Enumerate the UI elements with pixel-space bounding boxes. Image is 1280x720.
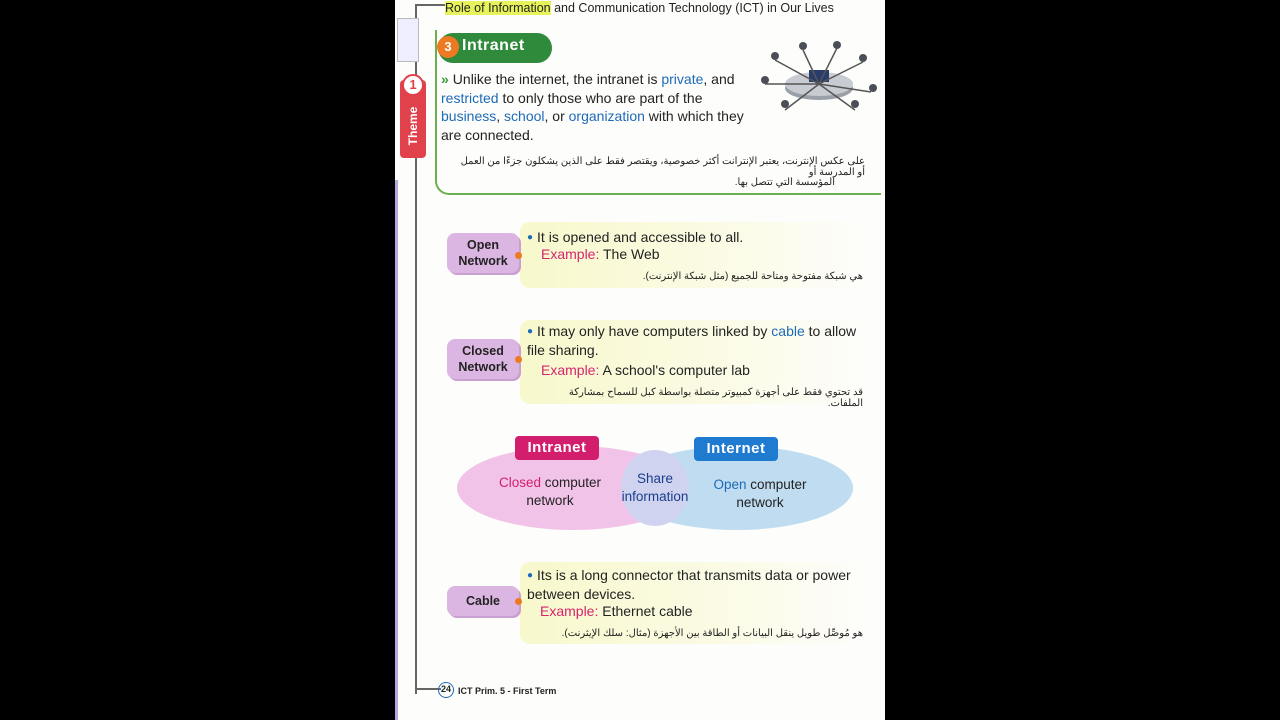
bullet-icon: ●	[527, 570, 534, 581]
section-title: Intranet	[462, 37, 525, 54]
term-pill-cable: Cable	[447, 586, 519, 616]
keyword-business: business	[441, 108, 497, 124]
closed-network-arabic: قد تحتوي فقط على أجهزة كمبيوتر متصلة بواسطة كبل للسماح بمشاركة الملفات.	[568, 387, 863, 409]
bullet-icon: ●	[527, 326, 534, 337]
term-dot	[515, 356, 522, 363]
keyword-organization: organization	[568, 108, 645, 124]
theme-label: Theme	[406, 106, 420, 146]
page-header	[445, 1, 834, 15]
section-number: 3	[437, 36, 459, 58]
open-network-example: Example: The Web	[541, 246, 660, 262]
intranet-definition: » Unlike the internet, the intranet is private, and restricted to only those who are part of the business, school, or organization with which they are connected.	[441, 71, 744, 143]
theme-number: 1	[402, 74, 424, 96]
double-chevron-icon: »	[441, 71, 449, 87]
internet-description: Open computer network	[713, 477, 807, 510]
intranet-internet-diagram	[457, 436, 853, 536]
cable-example: Example: Ethernet cable	[540, 603, 693, 619]
open-network-arabic: هي شبكة مفتوحة ومتاحة للجميع (مثل شبكة الإنترنت).	[642, 271, 863, 282]
intranet-description: Closed computer network	[498, 475, 602, 508]
term-dot	[515, 598, 522, 605]
overlap-description: Share information	[621, 471, 689, 504]
intro-arabic-line1: على عكس الإنترنت، يعتبر الإنترانت أكثر خصوصية، ويقتصر فقط على الذين يشكلون جزءًا من العمل أو المدرسة أو	[460, 156, 865, 178]
keyword-restricted: restricted	[441, 89, 499, 106]
closed-network-example: Example: A school's computer lab	[541, 362, 750, 378]
network-illustration	[755, 40, 883, 122]
term-pill-open-network: Open Network	[447, 233, 519, 273]
theme-tab	[400, 77, 426, 158]
term-pill-closed-network: Closed Network	[447, 339, 519, 379]
keyword-private: private	[661, 71, 704, 87]
open-network-definition: ● It is opened and accessible to all.	[527, 229, 744, 245]
bullet-icon: ●	[527, 232, 534, 243]
internet-label: Internet	[694, 437, 778, 461]
section-badge	[438, 33, 552, 63]
cable-arabic: هو مُوصِّل طويل ينقل البيانات أو الطاقة بين الأجهزة (مثال: سلك الإيثرنت).	[561, 628, 863, 639]
page-edge-strip	[395, 180, 398, 720]
closed-network-definition: ● It may only have computers linked by cable to allow file sharing.	[527, 323, 857, 358]
intranet-label: Intranet	[515, 436, 599, 460]
header-title: and Communication Technology (ICT) in Our Lives	[554, 1, 834, 15]
header-highlight: Role of Information	[445, 1, 551, 15]
keyword-school: school	[504, 108, 545, 124]
keyword-cable: cable	[771, 323, 805, 339]
footer-text: ICT Prim. 5 - First Term	[458, 686, 557, 696]
textbook-page	[395, 0, 885, 720]
cable-definition: ● Its is a long connector that transmits data or power between devices.	[527, 567, 851, 602]
intro-arabic-line2: المؤسسة التي تتصل بها.	[734, 177, 835, 188]
chapter-thumbnail-icon	[397, 18, 419, 62]
page-number: 24	[438, 682, 454, 698]
header-rule	[415, 4, 445, 6]
term-dot	[515, 252, 522, 259]
